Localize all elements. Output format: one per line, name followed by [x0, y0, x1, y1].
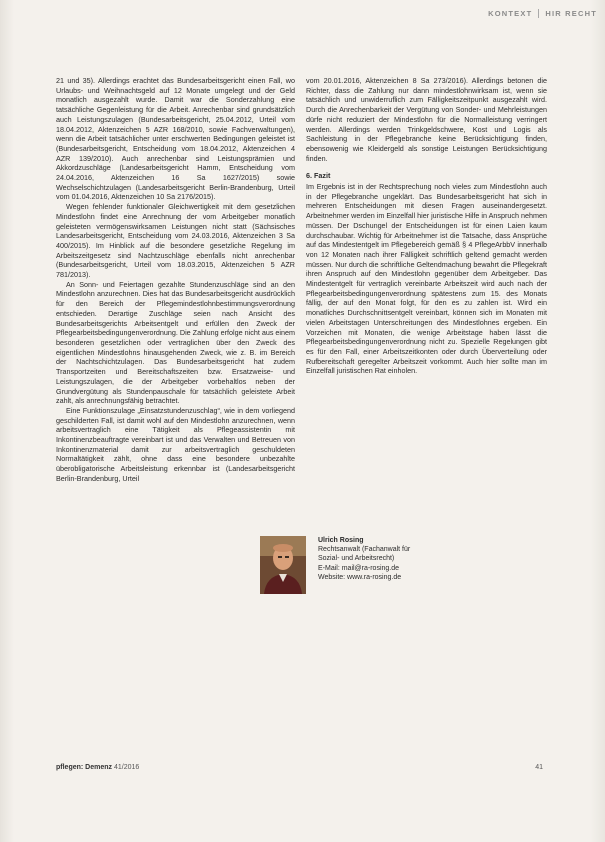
author-name: Ulrich Rosing	[318, 537, 364, 544]
author-box	[260, 536, 560, 596]
section-header	[488, 6, 597, 20]
issue-number: 41/2016	[113, 764, 140, 771]
section-label-left: KONTEXT	[488, 8, 533, 18]
paragraph: vom 20.01.2016, Aktenzeichen 8 Sa 273/2016). Allerdings betonen die Richter, dass die Zahlung nur dann mindestlohnwirksam ist, wenn sie tatsächlich und unwiderruflich zum Fälligkeitszeitpunkt ausgezahlt wird. Durch die Anrechenbarkeit der Vergütung von Sonder- und Mehrleistungen dürfe nicht reduziert der Mindestlohn für die Normalleistung verringert werden. Allerdings werden Trinkgeldschwere, Kost und Logis als Sachleistung in der Pflegebranche keine Berücksichtigung finden, ebensowenig wie Kleidergeld als sonstige Leistungen Berücksichtigung finden.	[306, 76, 547, 163]
author-portrait-icon	[260, 536, 306, 594]
author-details	[318, 536, 410, 582]
header-divider	[538, 9, 539, 18]
author-email: E-Mail: mail@ra-rosing.de	[318, 564, 400, 572]
page-number: 41	[535, 764, 543, 771]
paragraph: Wegen fehlender funktionaler Gleichwertigkeit mit dem gesetzlichen Mindestlohn findet eine Anrechnung der vom Arbeitgeber monatlich geleisteten vermögenswirksamen Leistungen nicht statt (Sächsisches Landesarbeitsgericht, Entscheidung vom 24.03.2016, Aktenzeichen 3 Sa 400/2015). Im Hinblick auf die besondere gesetzliche Regelung im Arbeitszeitgesetz sind Nachtzuschläge ebenfalls nicht anrechenbar (Bundesarbeitsgericht, Urteil vom 18.03.2015, Aktenzeichen 5 AZR 781/2013).	[56, 202, 295, 280]
author-title-continued: Sozial- und Arbeitsrecht)	[318, 555, 395, 563]
author-photo	[260, 536, 306, 594]
section-heading-fazit: 6. Fazit	[306, 171, 331, 181]
paragraph: 21 und 35). Allerdings erachtet das Bundesarbeitsgericht einen Fall, wo Urlaubs- und Weihnachtsgeld auf 12 Monate umgelegt und der Geld monatlich ausgezahlt wurde. Damit war die Sonderzahlung eine tatsächliche Gegenleistung für die Arbeit. Anrechenbar sind grundsätzlich auch Leistungszulagen (Bundesarbeitsgericht, 25.04.2012, Urteil vom 18.04.2012, Aktenzeichen 5 AZR 168/2010, sowie Fachverwaltungen), wenn die Arbeit tatsächlicher unter erschwerten Bedingungen geleistet ist (Bundesarbeitsgericht, Entscheidung vom 18.04.2012, Aktenzeichen 4 AZR 139/2010). Auch anrechenbar sind Leistungsprämien und Akkordzuschläge (Landesarbeitsgericht Hamm, Entscheidung vom 24.04.2016, Aktenzeichen 16 Sa 1627/2015) sowie Wechselschichtzulagen (Landesarbeitsgericht Berlin-Brandenburg, Urteil vom 01.04.2016, Aktenzeichen 10 Sa 2176/2015).	[56, 76, 295, 202]
section-label-right: HIR RECHT	[545, 8, 597, 18]
paragraph: Eine Funktionszulage „Einsatzstundenzuschlag“, wie in dem vorliegend geschilderten Fall, ist damit wohl auf den Mindestlohn anzurechnen, wenn arbeitsvertraglich eine Tätigkeit als Pflegeassistentin mit Inkontinenzbeauftragte vereinbart ist und das Verwalten und Betreuen von Inkontinenzmaterial damit zur arbeitsvertraglich geschuldeten Normaltätigkeit zählt, ohne dass eine besondere unbezahlte überobligatorische Arbeitsleistung erkennbar ist (Landesarbeitsgericht Berlin-Brandenburg, Urteil	[56, 405, 295, 483]
left-column	[56, 76, 295, 484]
author-title: Rechtsanwalt (Fachanwalt für	[318, 546, 411, 554]
right-column	[306, 76, 547, 376]
author-website: Website: www.ra-rosing.de	[318, 573, 402, 581]
fazit-paragraph: Im Ergebnis ist in der Rechtsprechung noch vieles zum Mindestlohn auch in der Pflegebranche ungeklärt. Das Bundesarbeitsgericht hat sich in mehreren Entscheidungen mit diesen Fragen auseinandergesetzt. Arbeitnehmer werden im Einzelfall hier juristische Hilfe in Anspruch nehmen müssen. Der Dschungel der Entscheidungen ist für einen Laien kaum durchschaubar. Wichtig für Arbeitnehmer ist die Tatsache, dass Ansprüche auf das Mindestentgelt im Pflegebereich gemäß § 4 PflegeArbbV innerhalb von 12 Monaten nach ihrer Fälligkeit schriftlich geltend gemacht werden müssen. Nur durch die schriftliche Geltendmachung bewahrt die Pflegekraft ihren Anspruch auf den Mindestlohn gegenüber dem Arbeitgeber. Das Mindestentgelt für vertraglich vereinbarte Arbeitszeit wird auch nach der Pflegearbeitsbedingungenverordnung spätestens zum 15. des Monats fällig, der auf den Monat folgt, für den es zu zahlen ist. Wird ein monatliches Durchschnittsentgelt vereinbart, können sich im Monaten mit vielen Arbeitstagen Unterschreitungen des Mindestlohnes ergeben. Ein Vorzeichen mit Monaten, die wenige Arbeitstage haben lässt die Pflegearbeitsbedingungenverordnung nicht zu. Spezielle Regelungen gibt es für den Fall, einer Arbeitszeitkonten oder durch Überverteilung oder Rufbereitschaft geregelter Arbeitszeit vorkommt. Auch hier sollte man im Einzelfall juristischen Rat einholen.	[306, 182, 547, 376]
magazine-name: pflegen: Demenz	[56, 764, 113, 771]
footer-magazine	[56, 764, 139, 771]
paragraph: An Sonn- und Feiertagen gezahlte Stundenzuschläge sind an den Mindestlohn anzurechnen. Dies hat das Bundesarbeitsgericht ausdrücklich für den Bereich der Pflegemindestlohnbestimmungsverordnung entschieden. Derartige Zuschläge seien nach Ansicht des Bundesarbeitsgerichts Arbeitsentgelt und erfüllen den Zweck der Pflegearbeitsbedingungenverordnung. Die Zahlung erfolge nicht aus einem besonderen gesetzlichen oder vertraglichen über den Zweck des eigentlichen Mindestlohns hinausgehenden Zweck, wie z. B. im Bereich der Nachtschichtzulagen. Das Bundesarbeitsgericht hat zudem Transportzeiten und Bereitschaftszeiten bzw. Ersatzweise- und Leistungszulagen, die der Arbeitgeber vorbehaltlos neben der Grundvergütung als Stundenpauschale für tatsächlich geleistete Arbeit zahlt, als anrechnungsfähig betrachtet.	[56, 279, 295, 406]
